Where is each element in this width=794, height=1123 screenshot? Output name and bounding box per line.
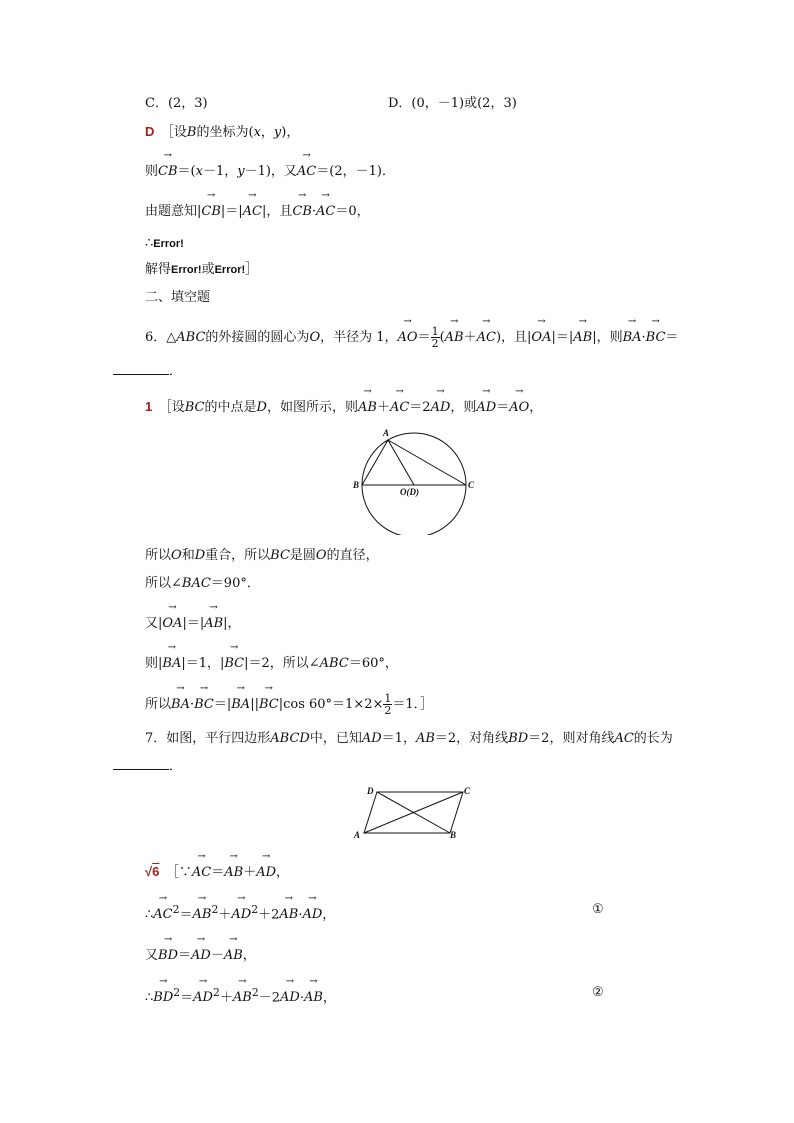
q7-question-line-1: 7．如图，平行四边形ABCD中，已知AD＝1，AB＝2，对角线BD＝2，则对角线AC的长为 [145,731,673,746]
q5-answer-line-2: 则→ CB＝(x－1，y－1)，又→ AC＝(2，－1)． [145,158,395,182]
q5-answer-line-3: 由题意知|→ CB|＝|→ AC|，且→ CB·→ AC＝0， [145,198,370,222]
equation-mark-1: ① [592,902,604,917]
q6-answer-line-2: 所以O和D重合，所以BC是圆O的直径， [145,548,379,563]
equation-mark-2: ② [592,985,604,1000]
q6-answer-line-4: 又|→ OA|＝|→ AB|， [145,610,241,634]
q6-answer-blank-line: ． [113,362,182,382]
option-c: C．(2，3) [145,96,208,111]
q6-answer-line-6: 所以→ BA·→ BC＝|→ BA||→ BC|cos 60°＝1×2× $\frac{1}{2}$ ＝1．］ [145,691,433,716]
circle-figure [352,425,482,535]
option-d: D．(0，－1)或(2，3) [388,96,517,111]
label-a: A [383,428,390,438]
q6-answer-line-5: 则|→ BA|＝1，|→ BC|＝2，所以∠ABC＝60°， [145,650,398,674]
q5-answer-line-1: D ［设B的坐标为(x，y)， [145,124,300,140]
label-o-d: O(D) [400,487,419,497]
vector-ac: → AC [297,158,316,182]
q6-answer-line-1: 1 ［设BC的中点是D，如图所示，则→ AB＋→ AC＝2→ AD，则→ AD＝→ AO， [145,394,542,418]
q6-question-line-1: 6．△ABC的外接圆的圆心为O，半径为 1，→ AO＝ $\frac{1}{2}$ (→ AB＋→ AC)，且|→ OA|＝|→ AB|，则→ BA·→ BC＝ [145,324,678,349]
fraction-one-half: $\frac{1}{2}$ [431,325,439,350]
fraction-one-half: $\frac{1}{2}$ [384,692,392,717]
label-d: D [367,786,374,796]
q6-answer-line-3: 所以∠BAC＝90°． [145,576,260,591]
q7-answer-blank-line: ． [113,757,182,777]
q7-answer-line-2: ∴→ $AC^2=\to AB^2+\to AD^2+2\to AB\cdot\to$ AD， [145,900,335,925]
label-c: C [464,786,471,796]
answer-blank [113,362,169,375]
q7-answer-line-3: 又→ BD＝→ AD－→ AB， [145,942,256,966]
label-b: B [450,830,457,840]
q7-answer-line-1: √6 ［∵→ AC＝→ AB＋→ AD， [145,859,289,883]
answer-letter: D [145,124,155,139]
label-b: B [353,480,360,490]
label-a: A [354,830,361,840]
answer-blank [113,757,169,770]
q5-answer-line-5: 解得Error!或Error!］ [145,262,259,277]
answer-sqrt: √6 [145,864,160,879]
error-placeholder: Error! [153,238,184,250]
label-c: C [468,480,475,490]
parallelogram-figure [350,782,475,842]
vector-cb: → CB [158,158,178,182]
q5-answer-line-4: ∴Error! [145,236,184,251]
q7-answer-line-4: ∴→ $BD^2=\to AD^2+\to AB^2-2\to AD\cdot\to$ AB， [145,983,336,1008]
section-title: 二、填空题 [145,290,211,305]
